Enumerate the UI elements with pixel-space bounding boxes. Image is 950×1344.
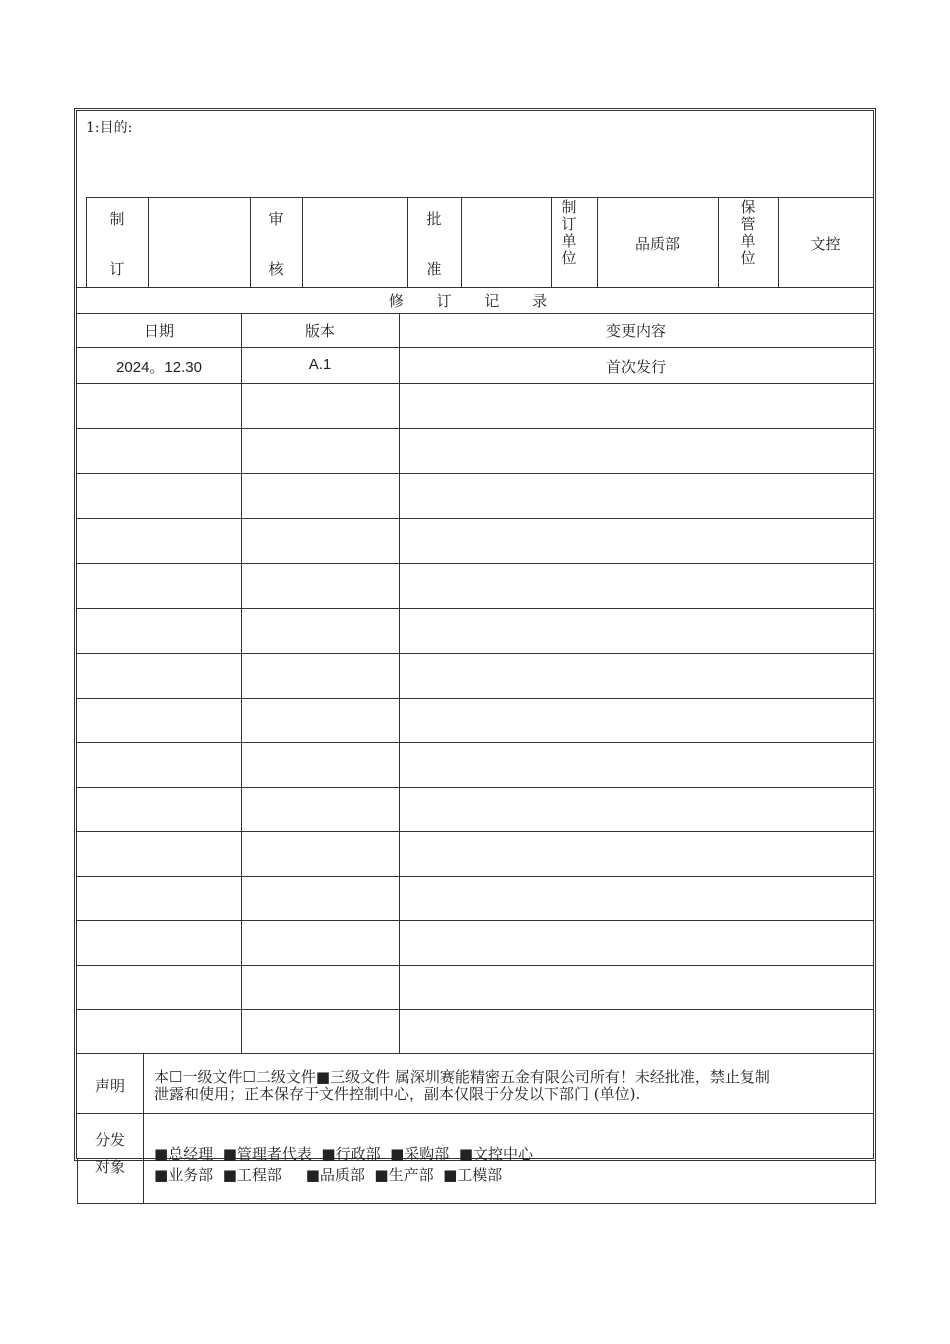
table-row-border	[77, 518, 873, 519]
footer-label-divider	[143, 1053, 144, 1203]
table-row-border	[77, 742, 873, 743]
statement-line-2: 泄露和使用；正本保存于文件控制中心，副本仅限于分发以下部门 (单位).	[154, 1085, 641, 1103]
table-row-border	[77, 608, 873, 609]
review-label-bottom: 核	[268, 260, 284, 278]
made-label-bottom: 订	[109, 260, 125, 278]
table-row-border	[77, 787, 873, 788]
statement-line-1: 本☐一级文件☐二级文件■三级文件 属深圳赛能精密五金有限公司所有！未经批准，禁止复制	[154, 1068, 770, 1086]
lower-box-bottom	[77, 1203, 876, 1204]
made-unit-value: 品质部	[634, 235, 680, 253]
review-label-top: 审	[268, 210, 284, 228]
table-row-border	[77, 1009, 873, 1010]
keep-unit-label: 保管单位	[740, 198, 756, 267]
approval-divider	[551, 197, 552, 287]
table-row-border	[77, 563, 873, 564]
statement-label: 声明	[94, 1077, 125, 1095]
distribution-label-top: 分发	[94, 1131, 125, 1149]
made-unit-label: 制订单位	[561, 198, 577, 267]
revision-title: 修 订 记 录	[388, 292, 562, 310]
table-row-border	[77, 428, 873, 429]
distribution-label-bottom: 对象	[94, 1158, 125, 1176]
lower-box-right	[875, 1159, 876, 1203]
distribution-line-1: ■总经理 ■管理者代表 ■行政部 ■采购部 ■文控中心	[154, 1145, 534, 1163]
table-row-border	[77, 653, 873, 654]
revision-version: A.1	[308, 356, 332, 373]
column-divider-content	[399, 313, 400, 1053]
approval-divider	[302, 197, 303, 287]
header-date: 日期	[143, 322, 174, 340]
distribution-line-2: ■业务部 ■工程部 ■品质部 ■生产部 ■工模部	[154, 1166, 503, 1184]
table-row-border	[77, 965, 873, 966]
table-bottom-border	[77, 1053, 873, 1054]
approval-bottom-border	[77, 287, 873, 288]
revision-content: 首次发行	[605, 358, 666, 376]
approval-divider	[148, 197, 149, 287]
approve-label-top: 批	[426, 210, 442, 228]
table-row-border	[77, 920, 873, 921]
lower-box-left	[77, 1159, 78, 1203]
approve-label-bottom: 准	[426, 260, 442, 278]
table-row-border	[77, 876, 873, 877]
header-bottom-border	[77, 347, 873, 348]
purpose-label: 1:目的:	[86, 120, 133, 136]
made-label-top: 制	[109, 210, 125, 228]
table-row-border	[77, 698, 873, 699]
header-content: 变更内容	[605, 322, 666, 340]
header-version: 版本	[304, 322, 335, 340]
table-row-border	[77, 383, 873, 384]
table-row-border	[77, 473, 873, 474]
revision-title-border	[77, 313, 873, 314]
keep-unit-value: 文控	[810, 235, 841, 253]
table-row-border	[77, 831, 873, 832]
revision-date: 2024。12.30	[116, 359, 202, 376]
approval-divider	[461, 197, 462, 287]
statement-bottom-border	[77, 1113, 873, 1114]
approval-divider	[718, 197, 719, 287]
column-divider-version	[241, 313, 242, 1053]
